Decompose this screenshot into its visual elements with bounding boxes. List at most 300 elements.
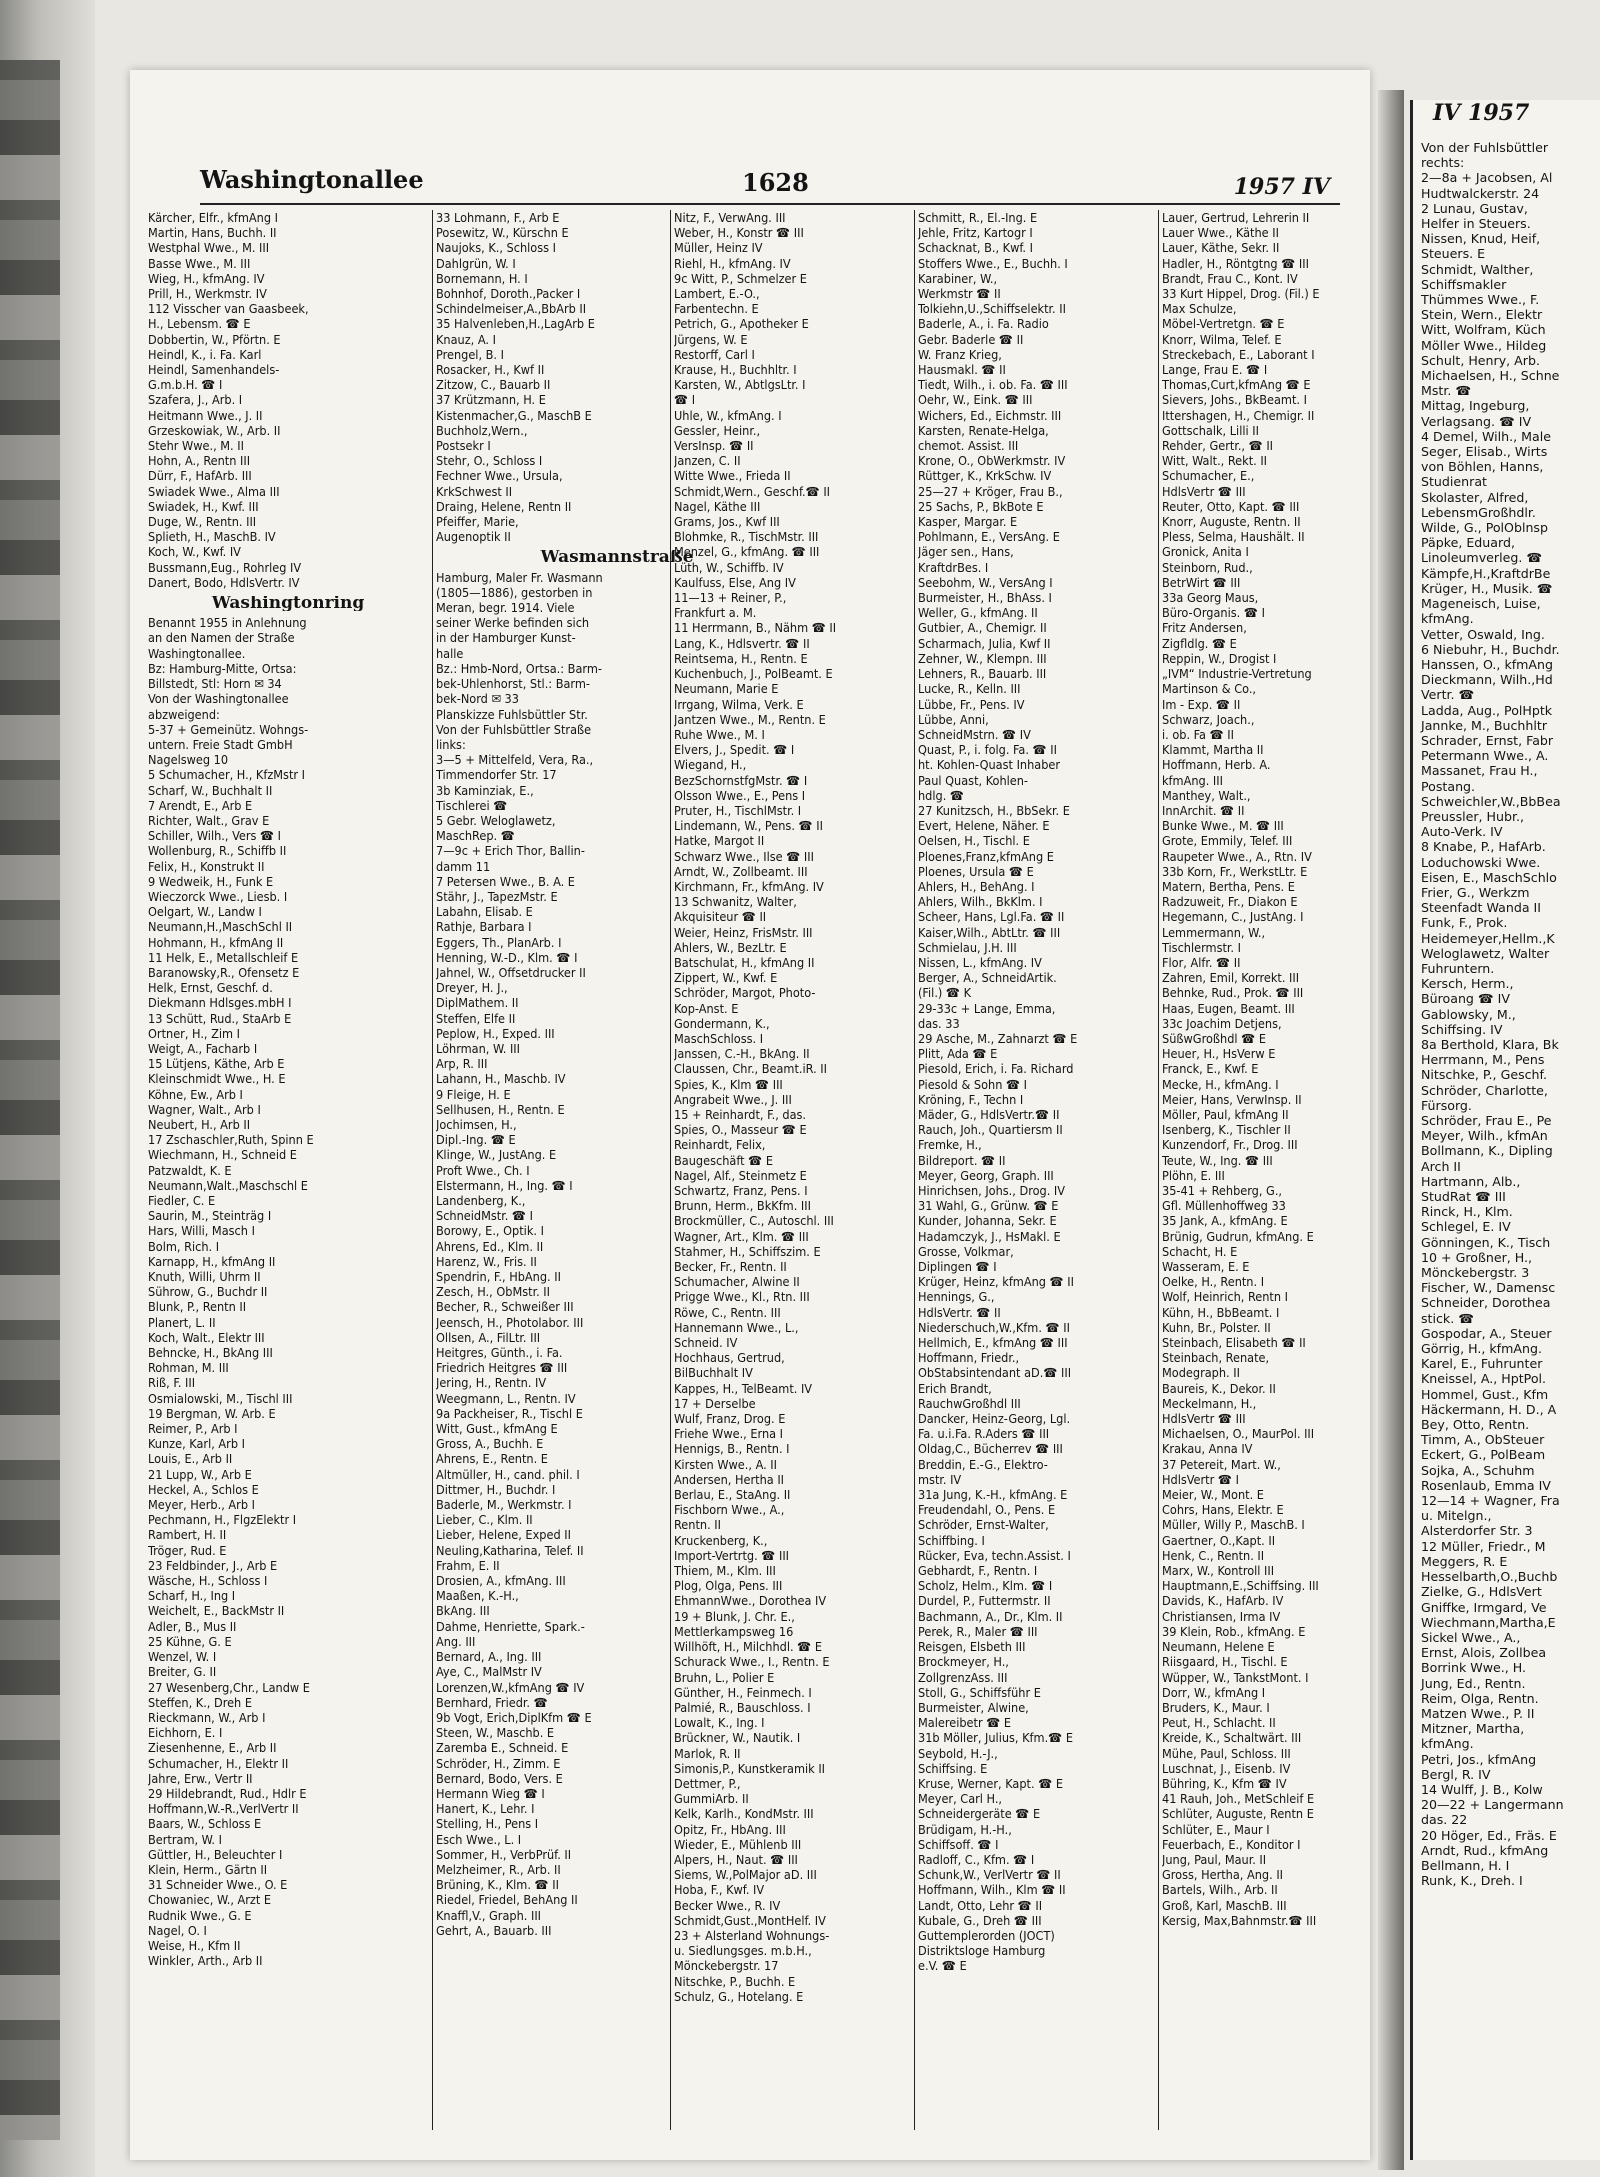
directory-entry: Lucke, R., Kelln. III xyxy=(918,681,1021,697)
directory-entry: Schneidergeräte ☎ E xyxy=(918,1806,1041,1822)
directory-entry: Friedrich Heitgres ☎ III xyxy=(436,1360,568,1376)
directory-entry: Tischlerei ☎ xyxy=(436,797,508,813)
directory-entry: 112 Visscher van Gaasbeek, xyxy=(148,301,309,317)
directory-entry: Schneider, Dorothea xyxy=(1421,1295,1551,1311)
directory-entry: Heuer, H., HsVerw E xyxy=(1162,1046,1276,1062)
directory-entry: Schlüter, E., Maur I xyxy=(1162,1821,1270,1837)
directory-entry: Angrabeit Wwe., J. III xyxy=(674,1091,792,1107)
directory-entry: Dittmer, H., Buchdr. I xyxy=(436,1481,556,1497)
directory-entry: Heidemeyer,Hellm.,K xyxy=(1421,930,1555,946)
directory-entry: Neubert, H., Arb II xyxy=(148,1116,251,1132)
directory-entry: 35 Jank, A., kfmAng. E xyxy=(1162,1213,1288,1229)
directory-entry: Uhle, W., kfmAng. I xyxy=(674,407,782,423)
directory-entry: Karsten, Renate-Helga, xyxy=(918,422,1049,438)
directory-entry: 21 Lupp, W., Arb E xyxy=(148,1466,252,1482)
directory-entry: Jannke, M., Buchhltr xyxy=(1421,717,1547,733)
directory-entry: Weber, H., Konstr ☎ III xyxy=(674,225,804,241)
directory-entry: untern. Freie Stadt GmbH xyxy=(148,736,293,752)
directory-entry: Meier, W., Mont. E xyxy=(1162,1487,1264,1503)
directory-entry: Gutbier, A., Chemigr. II xyxy=(918,620,1047,636)
directory-entry: Mühe, Paul, Schloss. III xyxy=(1162,1745,1291,1761)
directory-entry: Olsson Wwe., E., Pens I xyxy=(674,787,806,803)
directory-entry: Janzen, C. II xyxy=(674,453,741,469)
directory-entry: 33a Georg Maus, xyxy=(1162,590,1259,606)
directory-entry: Postang. xyxy=(1421,778,1476,794)
directory-entry: Knorr, Wilma, Telef. E xyxy=(1162,331,1282,347)
directory-entry: Plöhn, E. III xyxy=(1162,1167,1225,1183)
directory-entry: VersInsp. ☎ II xyxy=(674,438,754,454)
directory-entry: Elstermann, H., Ing. ☎ I xyxy=(436,1177,573,1193)
directory-entry: Witt, Walt., Rekt. II xyxy=(1162,453,1268,469)
directory-entry: Zigfldlg. ☎ E xyxy=(1162,635,1237,651)
directory-entry: Frier, G., Werkzm xyxy=(1421,884,1530,900)
directory-entry: Rieckmann, W., Arb I xyxy=(148,1709,266,1725)
directory-entry: Scharf, H., Ing I xyxy=(148,1588,236,1604)
directory-entry: Elvers, J., Spedit. ☎ I xyxy=(674,742,795,758)
directory-entry: Altmüller, H., cand. phil. I xyxy=(436,1466,580,1482)
directory-entry: Pless, Selma, Haushält. II xyxy=(1162,529,1305,545)
directory-entry: 15 Lütjens, Käthe, Arb E xyxy=(148,1056,285,1072)
directory-entry: Peut, H., Schlacht. II xyxy=(1162,1715,1276,1731)
directory-entry: Karsten, W., AbtlgsLtr. I xyxy=(674,377,806,393)
directory-entry: Heindl, K., i. Fa. Karl xyxy=(148,346,262,362)
directory-entry: Von der Fuhlsbüttler xyxy=(1421,140,1549,155)
directory-entry: Steuers. E xyxy=(1421,246,1486,262)
directory-entry: Schmielau, J.H. III xyxy=(918,939,1017,955)
directory-entry: Ploenes,Franz,kfmAng E xyxy=(918,848,1054,864)
directory-entry: Schwartz, Franz, Pens. I xyxy=(674,1183,808,1198)
directory-entry: Opitz, Fr., HbAng. III xyxy=(674,1821,786,1837)
directory-entry: Wäsche, H., Schloss I xyxy=(148,1573,268,1589)
directory-entry: Schmidt,Gust.,MontHelf. IV xyxy=(674,1912,826,1928)
directory-entry: DiplMathem. II xyxy=(436,995,519,1011)
directory-entry: Wiechmann, H., Schneid E xyxy=(148,1147,297,1163)
directory-entry: Sickel Wwe., A., xyxy=(1421,1629,1521,1645)
directory-entry: Fuhruntern. xyxy=(1421,960,1495,976)
directory-entry: EhmannWwe., Dorothea IV xyxy=(674,1593,827,1609)
directory-entry: Weegmann, L., Rentn. IV xyxy=(436,1390,576,1406)
directory-entry: Brüning, K., Klm. ☎ II xyxy=(436,1877,559,1893)
header-rule xyxy=(200,203,1340,205)
directory-entry: Streckebach, E., Laborant I xyxy=(1162,346,1315,362)
directory-entry: Pohlmann, E., VersAng. E xyxy=(918,529,1060,545)
directory-entry: Irrgang, Wilma, Verk. E xyxy=(674,696,804,712)
year-code: 1957 IV xyxy=(1233,174,1330,200)
directory-entry: Dobbertin, W., Pförtn. E xyxy=(148,331,281,347)
directory-entry: Swiadek Wwe., Alma III xyxy=(148,483,280,499)
directory-entry: von Böhlen, Hanns, xyxy=(1421,459,1544,475)
directory-entry: Zitzow, C., Bauarb II xyxy=(436,377,551,393)
directory-entry: Stehr, O., Schloss I xyxy=(436,453,543,469)
directory-entry: HdlsVertr. ☎ II xyxy=(918,1304,1001,1320)
directory-entry: Dieckmann, Wilh.,Hd xyxy=(1421,672,1553,688)
directory-entry: 11 Helk, E., Metallschleif E xyxy=(148,949,299,965)
directory-entry: Rücker, Eva, techn.Assist. I xyxy=(918,1547,1071,1563)
directory-entry: Malereibetr ☎ E xyxy=(918,1715,1012,1731)
directory-entry: damm 11 xyxy=(436,858,491,874)
directory-entry: Rentn. II xyxy=(674,1517,721,1533)
directory-entry: Kärcher, Elfr., kfmAng I xyxy=(148,210,278,225)
directory-entry: Blunk, P., Rentn II xyxy=(148,1299,247,1315)
directory-entry: Dreyer, H. J., xyxy=(436,980,508,996)
directory-entry: Köhne, Ew., Arb I xyxy=(148,1086,243,1102)
directory-entry: StudRat ☎ III xyxy=(1421,1189,1506,1205)
directory-entry: Gebr. Baderle ☎ II xyxy=(918,331,1024,347)
directory-entry: Bruders, K., Maur. I xyxy=(1162,1699,1270,1715)
directory-entry: Breiter, G. II xyxy=(148,1664,217,1680)
directory-entry: Jantzen Wwe., M., Rentn. E xyxy=(674,711,826,727)
directory-entry: das. 22 xyxy=(1421,1812,1468,1828)
column-5 xyxy=(1162,210,1367,1928)
directory-entry: Kruckenberg, K., xyxy=(674,1532,768,1548)
directory-entry: Kämpfe,H.,KraftdrBe xyxy=(1421,565,1551,581)
directory-entry: Lübbe, Anni, xyxy=(918,711,989,727)
directory-entry: 2—8a + Jacobsen, Al xyxy=(1421,170,1553,186)
directory-entry: 2 Lunau, Gustav, xyxy=(1421,200,1528,216)
directory-entry: Brockmüller, C., Autoschl. III xyxy=(674,1213,834,1229)
directory-entry: 31b Möller, Julius, Kfm.☎ E xyxy=(918,1730,1074,1746)
directory-entry: Oelke, H., Rentn. I xyxy=(1162,1274,1265,1290)
directory-entry: Cohrs, Hans, Elektr. E xyxy=(1162,1502,1284,1518)
directory-entry: Baderle, A., i. Fa. Radio xyxy=(918,316,1049,332)
directory-entry: HdlsVertr ☎ III xyxy=(1162,1411,1246,1427)
directory-entry: Baars, W., Schloss E xyxy=(148,1816,262,1832)
directory-entry: Maaßen, K.-H., xyxy=(436,1588,519,1604)
directory-entry: Peplow, H., Exped. III xyxy=(436,1025,555,1041)
directory-entry: Reimer, P., Arb I xyxy=(148,1421,238,1437)
directory-entry: Hartmann, Alb., xyxy=(1421,1173,1521,1189)
directory-entry: Planskizze Fuhlsbüttler Str. xyxy=(436,706,588,722)
directory-entry: Schacht, H. E xyxy=(1162,1243,1238,1259)
section-heading: Wasmannstraße xyxy=(540,550,694,566)
directory-entry: Riß, F. III xyxy=(148,1375,196,1391)
directory-entry: Burmeister, H., BhAss. I xyxy=(918,590,1052,606)
directory-entry: Planert, L. II xyxy=(148,1314,216,1330)
directory-entry: Kirchmann, Fr., kfmAng. IV xyxy=(674,878,824,894)
directory-entry: Hohmann, H., kfmAng II xyxy=(148,934,284,950)
directory-entry: Klein, Herm., Gärtn II xyxy=(148,1861,268,1877)
directory-entry: Marlok, R. II xyxy=(674,1745,741,1761)
directory-entry: Hochhaus, Gertrud, xyxy=(674,1350,785,1366)
directory-entry: Jahnel, W., Offsetdrucker II xyxy=(436,964,586,980)
directory-entry: Karabiner, W., xyxy=(918,270,998,286)
directory-entry: Reppin, W., Drogist I xyxy=(1162,650,1277,666)
directory-entry: Neumann,H.,MaschSchl II xyxy=(148,919,293,935)
directory-entry: Nitz, F., VerwAng. III xyxy=(674,210,786,225)
directory-entry: Krause, H., Buchhltr. I xyxy=(674,362,797,378)
directory-entry: Stahmer, H., Schiffszim. E xyxy=(674,1243,821,1259)
directory-entry: 12—14 + Wagner, Fra xyxy=(1421,1493,1560,1509)
directory-entry: Niederschuch,W.,Kfm. ☎ II xyxy=(918,1319,1070,1335)
directory-entry: Schunk,W., VerlVertr ☎ II xyxy=(918,1867,1061,1883)
directory-entry: Rauch, Joh., Quartiersm II xyxy=(918,1122,1063,1138)
directory-entry: Behnke, Rud., Prok. ☎ III xyxy=(1162,985,1304,1001)
directory-entry: Arndt, Rud., kfmAng xyxy=(1421,1842,1549,1858)
directory-entry: Kappes, H., TelBeamt. IV xyxy=(674,1380,813,1396)
directory-entry: Alpers, H., Naut. ☎ III xyxy=(674,1851,798,1867)
directory-entry: Oelsen, H., Tischl. E xyxy=(918,833,1030,849)
directory-entry: Kreide, K., Schaltwärt. III xyxy=(1162,1730,1302,1746)
directory-entry: Päpke, Eduard, xyxy=(1421,535,1515,551)
directory-entry: 3—5 + Mittelfeld, Vera, Ra., xyxy=(436,752,594,768)
directory-entry: Baugeschäft ☎ E xyxy=(674,1152,773,1168)
directory-entry: Schiffsoff. ☎ I xyxy=(918,1836,999,1852)
directory-entry: Schlegel, E. IV xyxy=(1421,1219,1511,1235)
directory-entry: 7 Petersen Wwe., B. A. E xyxy=(436,873,575,889)
directory-entry: Klammt, Martha II xyxy=(1162,742,1264,758)
directory-entry: Bollmann, K., Dipling xyxy=(1421,1143,1553,1159)
directory-entry: Kersig, Max,Bahnmstr.☎ III xyxy=(1162,1912,1317,1928)
directory-entry: Schrader, Ernst, Fabr xyxy=(1421,732,1554,748)
directory-entry: Ang. III xyxy=(436,1633,476,1649)
directory-entry: Dürr, F., HafArb. III xyxy=(148,468,252,484)
directory-entry: Frahm, E. II xyxy=(436,1557,500,1573)
directory-entry: 10 + Großner, H., xyxy=(1421,1249,1533,1265)
directory-entry: Baranowsky,R., Ofensetz E xyxy=(148,964,300,980)
directory-entry: Rosacker, H., Kwf II xyxy=(436,362,545,378)
directory-entry: Basse Wwe., M. III xyxy=(148,255,251,271)
directory-entry: Sievers, Johs., BkBeamt. I xyxy=(1162,392,1307,408)
directory-entry: Ziesenhenne, E., Arb II xyxy=(148,1740,277,1756)
directory-entry: Evert, Helene, Näher. E xyxy=(918,818,1050,834)
directory-entry: Tiedt, Wilh., i. ob. Fa. ☎ III xyxy=(918,377,1068,393)
directory-entry: Spies, O., Masseur ☎ E xyxy=(674,1122,807,1138)
directory-entry: Ladda, Aug., PolHptk xyxy=(1421,702,1553,718)
directory-entry: Hannemann Wwe., L., xyxy=(674,1319,799,1335)
directory-entry: Bernhard, Friedr. ☎ xyxy=(436,1694,548,1710)
directory-entry: Bernard, A., Ing. III xyxy=(436,1649,542,1665)
directory-entry: Draing, Helene, Rentn II xyxy=(436,498,572,514)
directory-entry: „IVM“ Industrie-Vertretung xyxy=(1162,666,1312,682)
directory-entry: Hamburg, Maler Fr. Wasmann xyxy=(436,569,603,585)
directory-entry: GummiArb. II xyxy=(674,1791,749,1807)
directory-entry: Borrink Wwe., H. xyxy=(1421,1660,1527,1676)
directory-entry: Mönckebergstr. 3 xyxy=(1421,1265,1530,1281)
directory-entry: Hatke, Margot II xyxy=(674,833,765,849)
directory-entry: Lauer Wwe., Käthe II xyxy=(1162,225,1279,241)
directory-entry: Riehl, H., kfmAng. IV xyxy=(674,255,791,271)
directory-entry: Becker, Fr., Rentn. II xyxy=(674,1259,787,1275)
directory-entry: 9c Witt, P., Schmelzer E xyxy=(674,270,807,286)
directory-entry: kfmAng. xyxy=(1421,611,1474,627)
directory-entry: Herrmann, M., Pens xyxy=(1421,1052,1545,1068)
directory-entry: Schröder, Frau E., Pe xyxy=(1421,1113,1552,1128)
directory-entry: Schiffbing. I xyxy=(918,1532,985,1548)
directory-entry: Swiadek, H., Kwf. III xyxy=(148,498,259,514)
directory-entry: halle xyxy=(436,645,464,661)
directory-entry: Lemmermann, W., xyxy=(1162,924,1266,940)
directory-entry: Lübbe, Fr., Pens. IV xyxy=(918,696,1025,712)
directory-entry: Perek, R., Maler ☎ III xyxy=(918,1623,1038,1639)
directory-entry: Hoffmann, Wilh., Klm ☎ II xyxy=(918,1882,1066,1898)
directory-entry: Hadler, H., Röntgtng ☎ III xyxy=(1162,255,1309,271)
directory-entry: Knuth, Willi, Uhrm II xyxy=(148,1269,261,1285)
directory-entry: Plog, Olga, Pens. III xyxy=(674,1578,783,1594)
directory-entry: Schmitt, R., El.-Ing. E xyxy=(918,210,1038,225)
directory-entry: Neuling,Katharina, Telef. II xyxy=(436,1542,584,1558)
directory-entry: Preussler, Hubr., xyxy=(1421,808,1525,824)
directory-entry: Hennings, G., xyxy=(918,1289,995,1305)
directory-entry: Hermann Wieg ☎ I xyxy=(436,1785,545,1801)
directory-entry: 25 Kühne, G. E xyxy=(148,1633,232,1649)
facing-page-header: IV 1957 xyxy=(1433,100,1530,126)
directory-entry: Stehr Wwe., M. II xyxy=(148,438,244,454)
directory-entry: Wieg, H., kfmAng. IV xyxy=(148,270,265,286)
directory-entry: Scharmach, Julia, Kwf II xyxy=(918,635,1051,651)
directory-entry: 13 Schwanitz, Walter, xyxy=(674,894,797,910)
directory-entry: 11 Herrmann, B., Nähm ☎ II xyxy=(674,620,837,636)
directory-entry: Max Schulze, xyxy=(1162,301,1237,317)
directory-entry: Hommel, Gust., Kfm xyxy=(1421,1386,1549,1402)
directory-entry: Bernard, Bodo, Vers. E xyxy=(436,1770,563,1786)
directory-entry: Hausmakl. ☎ II xyxy=(918,362,1006,378)
directory-entry: Kirsten Wwe., A. II xyxy=(674,1456,777,1472)
directory-entry: Neumann, Marie E xyxy=(674,681,779,697)
directory-entry: Steffen, Elfe II xyxy=(436,1010,516,1026)
directory-entry: 37 Krützmann, H. E xyxy=(436,392,546,408)
directory-entry: Lauer, Gertrud, Lehrerin II xyxy=(1162,210,1310,225)
directory-entry: an den Namen der Straße xyxy=(148,630,295,646)
directory-entry: Kunze, Karl, Arb I xyxy=(148,1436,245,1452)
directory-entry: Batschulat, H., kfmAng II xyxy=(674,954,815,970)
directory-entry: Fremke, H., xyxy=(918,1137,982,1153)
directory-entry: Möbel-Vertretgn. ☎ E xyxy=(1162,316,1285,332)
directory-entry: ☎ I xyxy=(674,392,696,408)
directory-entry: Ittershagen, H., Chemigr. II xyxy=(1162,407,1315,423)
directory-entry: Grote, Emmily, Telef. III xyxy=(1162,833,1293,849)
directory-entry: Bertram, W. I xyxy=(148,1831,222,1847)
directory-entry: 25—27 + Kröger, Frau B., xyxy=(918,483,1063,499)
directory-entry: LebensmGroßhdlr. xyxy=(1421,504,1536,520)
directory-entry: Witt, Gust., kfmAng E xyxy=(436,1421,558,1437)
directory-entry: Wüpper, W., TankstMont. I xyxy=(1162,1669,1309,1685)
directory-entry: Kruse, Werner, Kapt. ☎ E xyxy=(918,1775,1064,1791)
directory-entry: rechts: xyxy=(1421,155,1465,171)
directory-entry: Hoffmann,W.-R.,VerlVertr II xyxy=(148,1801,299,1817)
directory-entry: Patzwaldt, K. E xyxy=(148,1162,232,1178)
directory-entry: Grzeskowiak, W., Arb. II xyxy=(148,422,281,438)
directory-entry: Heitmann Wwe., J. II xyxy=(148,407,263,423)
directory-entry: Claussen, Chr., Beamt.iR. II xyxy=(674,1061,827,1077)
directory-entry: Schult, Henry, Arb. xyxy=(1421,352,1540,368)
directory-entry: Möller, Paul, kfmAng II xyxy=(1162,1106,1289,1122)
directory-entry: Müller, Heinz IV xyxy=(674,240,763,256)
directory-entry: Reim, Olga, Rentn. xyxy=(1421,1690,1539,1706)
directory-entry: das. 33 xyxy=(918,1015,960,1031)
directory-entry: SüßwGroßhdl ☎ E xyxy=(1162,1030,1267,1046)
directory-entry: Landenberg, K., xyxy=(436,1193,526,1208)
directory-entry: Rüttger, K., KrkSchw. IV xyxy=(918,468,1052,484)
directory-entry: Günther, H., Feinmech. I xyxy=(674,1684,812,1700)
directory-entry: Tolkiehn,U.,Schiffselektr. II xyxy=(918,301,1066,317)
directory-entry: Durdel, P., Futtermstr. II xyxy=(918,1593,1051,1609)
directory-entry: Henning, W.-D., Klm. ☎ I xyxy=(436,949,578,965)
directory-entry: Fritz Andersen, xyxy=(1162,620,1247,636)
directory-entry: Radzuweit, Fr., Diakon E xyxy=(1162,894,1298,910)
directory-entry: Kunzendorf, Fr., Drog. III xyxy=(1162,1137,1298,1153)
directory-entry: Mettlerkampsweg 16 xyxy=(674,1623,794,1639)
directory-entry: Seebohm, W., VersAng I xyxy=(918,574,1053,590)
directory-entry: Danert, Bodo, HdlsVertr. IV xyxy=(148,574,300,590)
directory-entry: Knaffl,V., Graph. III xyxy=(436,1907,541,1923)
directory-entry: Nagelsweg 10 xyxy=(148,752,229,768)
directory-entry: Wenzel, W. I xyxy=(148,1649,217,1665)
directory-entry: Nagel, Käthe III xyxy=(674,498,761,514)
directory-entry: Bz.: Hmb-Nord, Ortsa.: Barm- xyxy=(436,660,602,676)
directory-entry: Jahre, Erw., Vertr II xyxy=(148,1770,253,1786)
directory-entry: Schröder, Ernst-Walter, xyxy=(918,1517,1049,1533)
directory-entry: 37 Petereit, Mart. W., xyxy=(1162,1456,1281,1472)
directory-entry: Steenfadt Wanda II xyxy=(1421,900,1541,916)
directory-entry: Thümmes Wwe., F. xyxy=(1421,292,1540,308)
directory-entry: Marx, W., Kontroll III xyxy=(1162,1563,1275,1579)
directory-entry: Von der Fuhlsbüttler Straße xyxy=(436,721,592,737)
directory-entry: Fiedler, C. E xyxy=(148,1193,216,1208)
directory-entry: Willhöft, H., Milchhdl. ☎ E xyxy=(674,1639,823,1655)
directory-entry: InnArchit. ☎ II xyxy=(1162,802,1245,818)
directory-entry: Von der Washingtonallee xyxy=(148,691,289,707)
directory-entry: Heckel, A., Schlos E xyxy=(148,1481,259,1497)
directory-entry: 4 Demel, Wilh., Male xyxy=(1421,428,1551,444)
directory-entry: Kühn, H., BbBeamt. I xyxy=(1162,1304,1280,1320)
directory-entry: Hudtwalckerstr. 24 xyxy=(1421,185,1540,201)
column-1 xyxy=(148,210,428,1968)
directory-entry: Steen, W., Maschb. E xyxy=(436,1725,555,1741)
directory-entry: Drosien, A., kfmAng. III xyxy=(436,1573,566,1589)
directory-entry: Ahlers, W., BezLtr. E xyxy=(674,939,787,955)
directory-entry: Weller, G., kfmAng. II xyxy=(918,605,1038,621)
directory-entry: Mecke, H., kfmAng. I xyxy=(1162,1076,1279,1092)
directory-entry: chemot. Assist. III xyxy=(918,438,1019,454)
directory-entry: Tröger, Rud. E xyxy=(148,1542,227,1558)
page-gutter xyxy=(1378,90,1404,2170)
directory-entry: Jering, H., Rentn. IV xyxy=(436,1375,547,1391)
directory-entry: Koch, Walt., Elektr III xyxy=(148,1329,265,1345)
facing-page-column xyxy=(1421,140,1564,1888)
directory-entry: Dettmer, P., xyxy=(674,1775,741,1791)
directory-entry: KrkSchwest II xyxy=(436,483,513,499)
directory-entry: SchneidMstrn. ☎ IV xyxy=(918,726,1031,742)
directory-entry: Zehner, W., Klempn. III xyxy=(918,650,1047,666)
directory-entry: Eisen, E., MaschSchlo xyxy=(1421,869,1557,885)
directory-entry: Klinge, W., JustAng. E xyxy=(436,1147,557,1163)
directory-entry: Kistenmacher,G., MaschB E xyxy=(436,407,592,423)
directory-entry: Akquisiteur ☎ II xyxy=(674,909,767,925)
column-3 xyxy=(674,210,910,2004)
directory-entry: Koch, W., Kwf. IV xyxy=(148,544,241,560)
directory-entry: Billstedt, Stl: Horn ✉ 34 xyxy=(148,676,282,692)
directory-entry: Zaremba E., Schneid. E xyxy=(436,1740,569,1756)
directory-entry: Prill, H., Werkmstr. IV xyxy=(148,286,267,302)
directory-entry: Buchholz,Wern., xyxy=(436,422,528,438)
directory-entry: Schneid. IV xyxy=(674,1335,738,1351)
directory-entry: Mageneisch, Luise, xyxy=(1421,596,1541,612)
directory-entry: Kersch, Herm., xyxy=(1421,976,1514,992)
directory-entry: Postsekr I xyxy=(436,438,491,454)
directory-entry: Christiansen, Irma IV xyxy=(1162,1608,1281,1624)
directory-entry: Schumacher, H., Elektr II xyxy=(148,1755,289,1771)
directory-entry: Bellmann, H. I xyxy=(1421,1857,1510,1873)
directory-entry: Timm, A., ObSteuer xyxy=(1421,1432,1545,1448)
directory-entry: Schiffsmakler xyxy=(1421,276,1507,292)
directory-entry: Eckert, G., PolBeam xyxy=(1421,1447,1546,1463)
directory-entry: Karnapp, H., kfmAng II xyxy=(148,1253,276,1269)
directory-entry: Ortner, H., Zim I xyxy=(148,1025,240,1041)
directory-entry: Freudendahl, O., Pens. E xyxy=(918,1502,1056,1518)
directory-entry: Lambert, E.-O., xyxy=(674,286,760,302)
directory-entry: Jochimsen, H., xyxy=(436,1116,517,1132)
page-number: 1628 xyxy=(742,168,809,197)
